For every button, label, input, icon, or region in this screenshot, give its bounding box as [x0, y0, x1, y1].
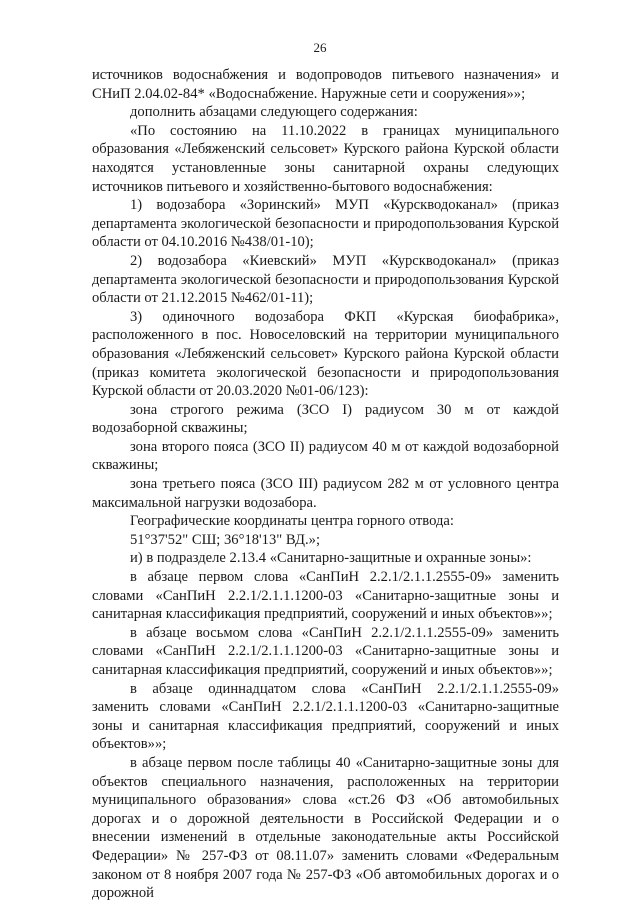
zone-item: зона второго пояса (ЗСО II) радиусом 40 м от каждой водозаборной скважины;: [92, 438, 559, 474]
zone-item: зона третьего пояса (ЗСО III) радиусом 282 м от условного центра максимальной нагрузки водозабора.: [92, 476, 559, 511]
document-body: [92, 66, 559, 903]
page-number: 26: [313, 40, 327, 55]
paragraph: в абзаце первом после таблицы 40 «Санитарно-защитные зоны для объектов специального назначения, расположенных на территории муниципального образования» слова «ст.26 ФЗ «Об автомобильных дорогах и о дорожной деятельности в Российской Федерации и о внесении изменений в отдельные законодательные акты Российской Федерации» № 257-ФЗ от 08.11.07» заменить словами «Федеральным законом от 8 ноября 2007 года № 257-ФЗ «Об автомобильных дорогах и о дорожной: [92, 754, 559, 902]
paragraph: и) в подразделе 2.13.4 «Санитарно-защитные и охранные зоны»:: [130, 550, 532, 567]
zone-item: зона строгого режима (ЗСО I) радиусом 30 м от каждой водозаборной скважины;: [92, 401, 559, 437]
paragraph: источников водоснабжения и водопроводов питьевого назначения» и СНиП 2.04.02-84* «Водоснабжение. Наружные сети и сооружения»»;: [92, 67, 559, 102]
paragraph: в абзаце одиннадцатом слова «СанПиН 2.2.1/2.1.1.2555-09» заменить словами «СанПиН 2.2.1/2.1.1.1200-03 «Санитарно-защитные зоны и санитарная классификация предприятий, сооружений и иных объектов»»;: [92, 680, 559, 753]
list-item: 1) водозабора «Зоринский» МУП «Курскводоканал» (приказ департамента экологической безопасности и природопользования Курской области от 04.10.2016 №438/01-10);: [92, 197, 559, 251]
coordinates: 51°37'52" СШ; 36°18'13" ВД.»;: [130, 531, 320, 548]
list-item: 3) одиночного водозабора ФКП «Курская биофабрика», расположенного в пос. Новоселовский на территории муниципального образования «Лебяженский сельсовет» Курского района Курской области (приказ комитета экологической безопасности и природопользования Курской области от 20.03.2020 №01-06/123):: [92, 308, 559, 400]
list-item: 2) водозабора «Киевский» МУП «Курскводоканал» (приказ департамента экологической безопасности и природопользования Курской области от 21.12.2015 №462/01-11);: [92, 252, 559, 307]
paragraph: в абзаце первом слова «СанПиН 2.2.1/2.1.1.2555-09» заменить словами «СанПиН 2.2.1/2.1.1.1200-03 «Санитарно-защитные зоны и санитарная классификация предприятий, сооружений и иных объектов»»;: [92, 569, 559, 623]
paragraph: «По состоянию на 11.10.2022 в границах муниципального образования «Лебяженский сельсовет» Курского района Курской области находятся установленные зоны санитарной охраны следующих источников питьевого и хозяйственно-бытового водоснабжения:: [92, 122, 559, 195]
paragraph: в абзаце восьмом слова «СанПиН 2.2.1/2.1.1.2555-09» заменить словами «СанПиН 2.2.1/2.1.1.1200-03 «Санитарно-защитные зоны и санитарная классификация предприятий, сооружений и иных объектов»»;: [92, 624, 559, 678]
paragraph: Географические координаты центра горного отвода:: [130, 513, 454, 530]
paragraph: дополнить абзацами следующего содержания:: [130, 104, 418, 121]
